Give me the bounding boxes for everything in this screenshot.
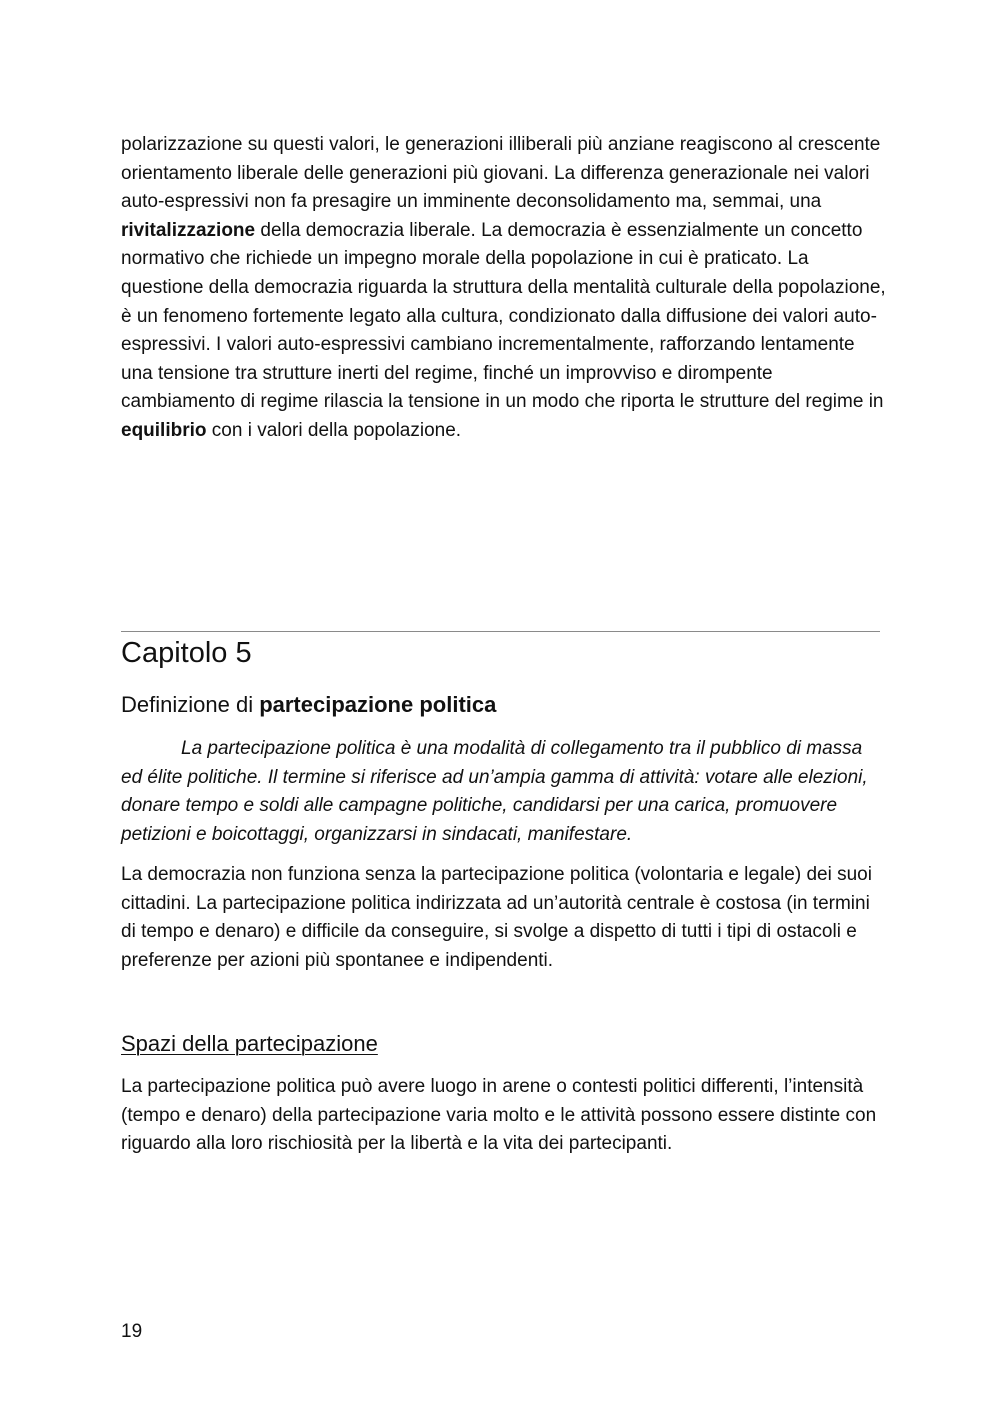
body-paragraph-spazi: La partecipazione politica può avere luogo in arene o contesti politici differenti, l’intensità (tempo e denaro) della partecipazione varia molto e le attività possono essere distinte con riguardo alla loro rischiosità per la libertà e la vita dei partecipanti. [121,1076,877,1155]
chapter-divider [121,631,880,632]
body-paragraph-democracy: La democrazia non funziona senza la partecipazione politica (volontaria e legale) dei suoi cittadini. La partecipazione politica indirizzata ad un’autorità centrale è costosa (in termini di tempo e denaro) e difficile da conseguire, si svolge a dispetto di tutti i tipi di ostacoli e preferenze per azioni più spontanee e indipendenti. [121,864,872,971]
paragraph-text: con i valori della popolazione. [206,419,462,441]
body-paragraph-top [121,131,886,446]
subsection-title: Spazi della partecipazione [121,1031,378,1056]
bold-term-rivitalizzazione: rivitalizzazione [121,219,256,241]
chapter-title: Capitolo 5 [121,637,252,669]
section-title-prefix: Definizione di [121,692,260,717]
paragraph-text: della democrazia liberale. La democrazia è essenzialmente un concetto normativo che richiede un impegno morale della popolazione in cui è praticato. La questione della democrazia riguarda la struttura della mentalità culturale della popolazione, è un fenomeno fortemente legato alla cultura, condizionato dalla diffusione dei valori auto-espressivi. I valori auto-espressivi cambiano incrementalmente, rafforzando lentamente una tensione tra strutture inerti del regime, finché un improvviso e dirompente cambiamento di regime rilascia la tensione in un modo che riporta le strutture del regime in [121,219,886,413]
section-title-bold: partecipazione politica [259,692,497,717]
definition-quote: La partecipazione politica è una modalità di collegamento tra il pubblico di massa ed élite politiche. Il termine si riferisce ad un’ampia gamma di attività: votare alle elezioni, donare tempo e soldi alle campagne politiche, candidarsi per una carica, promuovere petizioni e boicottaggi, organizzarsi in sindacati, manifestare. [121,738,868,845]
section-title [121,689,496,721]
page-number: 19 [121,1321,143,1342]
paragraph-text: polarizzazione su questi valori, le generazioni illiberali più anziane reagiscono al crescente orientamento liberale delle generazioni più giovani. La differenza generazionale nei valori auto-espressivi non fa presagire un imminente deconsolidamento ma, semmai, una [121,134,881,213]
bold-term-equilibrio: equilibrio [121,419,207,441]
